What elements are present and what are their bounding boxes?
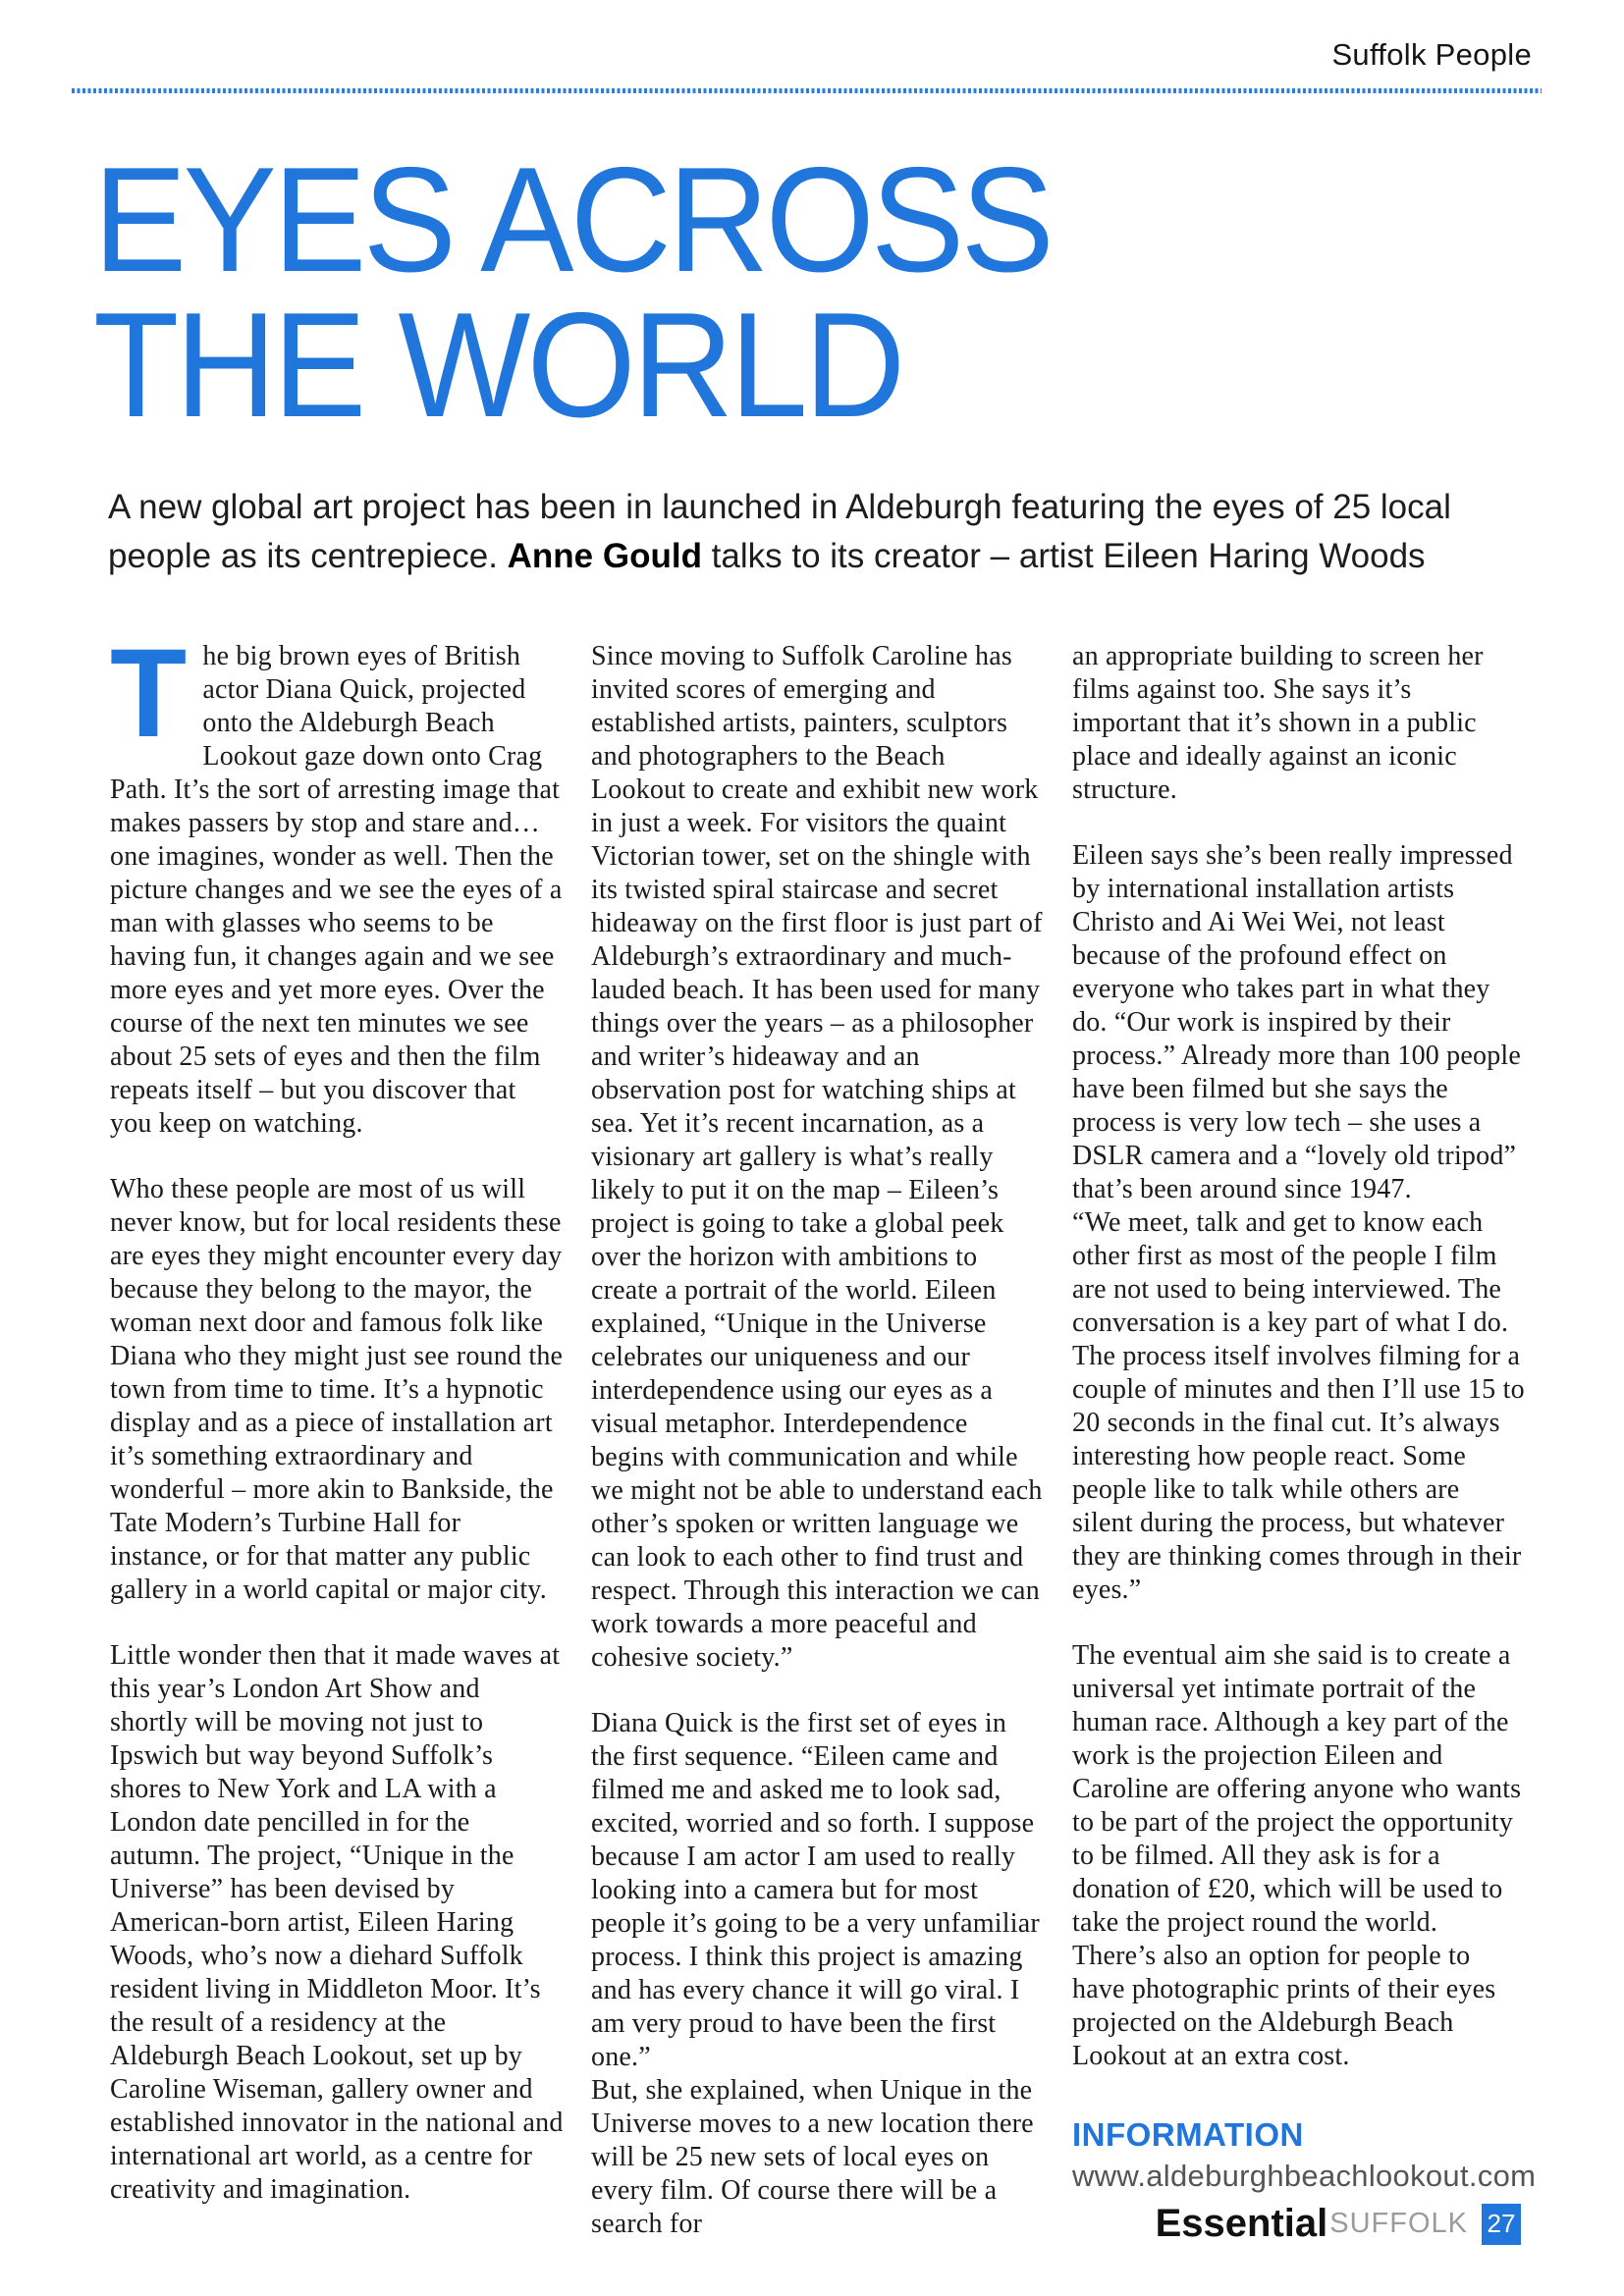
article-paragraph: The eventual aim she said is to create a universal yet intimate portrait of the human race. Although a key part of the work is the projection Eileen and Caroline are offering anyone who wants to be part of the project the opportunity to be filmed. All they ask is for a donation of £20, which will be used to take the project round the world. There’s also an option for people to have photographic prints of their eyes projected on the Aldeburgh Beach Lookout at an extra cost. [1072,1640,1522,2071]
article-body [110,623,1537,2241]
drop-cap: T [110,623,188,764]
article-title [93,136,1111,449]
page-number-badge: 27 [1482,2204,1521,2245]
article-paragraph: Who these people are most of us will never know, but for local residents these are eyes they might encounter every day because they belong to the mayor, the woman next door and famous folk like Diana who they might just see round the town from time to time. It’s a hypnotic display and as a piece of installation art it’s something extraordinary and wonderful – more akin to Bankside, the Tate Modern’s Turbine Hall for instance, or for that matter any public gallery in a world capital or major city. [110,1174,564,1605]
article-column [591,640,1045,2241]
standfirst-text-tail: talks to its creator – artist Eileen Haring Woods [701,537,1426,575]
title-line-2: THE WORLD [93,282,902,449]
article-column [1072,640,1537,2241]
information-block [1072,2116,1537,2193]
article-paragraph: The big brown eyes of British actor Diana Quick, projected onto the Aldeburgh Beach Lookout gaze down onto Crag Path. It’s the sort of arresting image that makes passers by stop and stare and… one imagines, wonder as well. Then the picture changes and we see the eyes of a man with glasses who seems to be having fun, it changes again and we see more eyes and yet more eyes. Over the course of the next ten minutes we see about 25 sets of eyes and then the film repeats itself – but you discover that you keep on watching. [110,623,563,1139]
title-line-1: EYES ACROSS [93,136,1052,303]
footer [1156,2202,1521,2246]
article-paragraph: an appropriate building to screen her films against too. She says it’s important that it’s shown in a public place and ideally against an iconic structure. [1072,641,1484,805]
author-name: Anne Gould [507,537,702,575]
section-label: Suffolk People [1331,37,1532,72]
information-url: www.aldeburghbeachlookout.com [1072,2159,1537,2193]
article-paragraph: Diana Quick is the first set of eyes in the first sequence. “Eileen came and filmed me and asked me to look sad, excited, worried and so forth. I suppose because I am actor I am used to really looking into a camera but for most people it’s going to be a very unfamiliar process. I think this project is amazing and has every chance it will go viral. I am very proud to have been the first one.” [591,1708,1040,2072]
article-paragraph: Eileen says she’s been really impressed by international installation artists Christo and Ai Wei Wei, not least because of the profound effect on everyone who takes part in what they do. “Our work is inspired by their process.” Already more than 100 people have been filmed but she says the process is very low tech – she uses a DSLR camera and a “lovely old tripod” that’s been around since 1947. [1072,840,1522,1204]
article-column [110,623,564,2241]
article-paragraph: Since moving to Suffolk Caroline has invited scores of emerging and established artists, painters, sculptors and photographers to the Beach Lookout to create and exhibit new work in just a week. For visitors the quaint Victorian tower, set on the shingle with its twisted spiral staircase and secret hideaway on the first floor is just part of Aldeburgh’s extraordinary and much-lauded beach. It has been used for many things over the years – as a philosopher and writer’s hideaway and an observation post for watching ships at sea. Yet it’s recent incarnation, as a visionary art gallery is what’s really likely to put it on the map – Eileen’s project is going to take a global peek over the horizon with ambitions to create a portrait of the world. Eileen explained, “Unique in the Universe celebrates our uniqueness and our interdependence using our eyes as a visual metaphor. Interdependence begins with communication and while we might not be able to understand each other’s spoken or written language we can look to each other to find trust and respect. Through this interaction we can work towards a more peaceful and cohesive society.” [591,641,1043,1673]
standfirst [108,483,1534,581]
article-paragraph: Little wonder then that it made waves at this year’s London Art Show and shortly will be moving not just to Ipswich but way beyond Suffolk’s shores to New York and LA with a London date pencilled in for the autumn. The project, “Unique in the Universe” has been devised by American-born artist, Eileen Haring Woods, who’s now a diehard Suffolk resident living in Middleton Moor. It’s the result of a residency at the Aldeburgh Beach Lookout, set up by Caroline Wiseman, gallery owner and established innovator in the national and international art world, as a centre for creativity and imagination. [110,1640,564,2205]
dotted-rule [72,88,1542,93]
article-paragraph: “We meet, talk and get to know each other first as most of the people I film are not used to being interviewed. The conversation is a key part of what I do. The process itself involves filming for a couple of minutes and then I’ll use 15 to 20 seconds in the final cut. It’s always interesting how people react. Some people like to talk while others are silent during the process, but whatever they are thinking comes through in their eyes.” [1072,1207,1525,1605]
magazine-brand-suffix: SUFFOLK [1329,2208,1468,2239]
magazine-brand: Essential [1155,2202,1328,2245]
article-paragraph: But, she explained, when Unique in the Universe moves to a new location there will be 25 new sets of local eyes on every film. Of course there will be a search for [591,2075,1034,2239]
standfirst-text-lead: A new global art project has been in launched in Aldeburgh featuring the eyes of 25 local people as its centrepiece. [108,488,1451,575]
information-heading: INFORMATION [1072,2116,1304,2153]
